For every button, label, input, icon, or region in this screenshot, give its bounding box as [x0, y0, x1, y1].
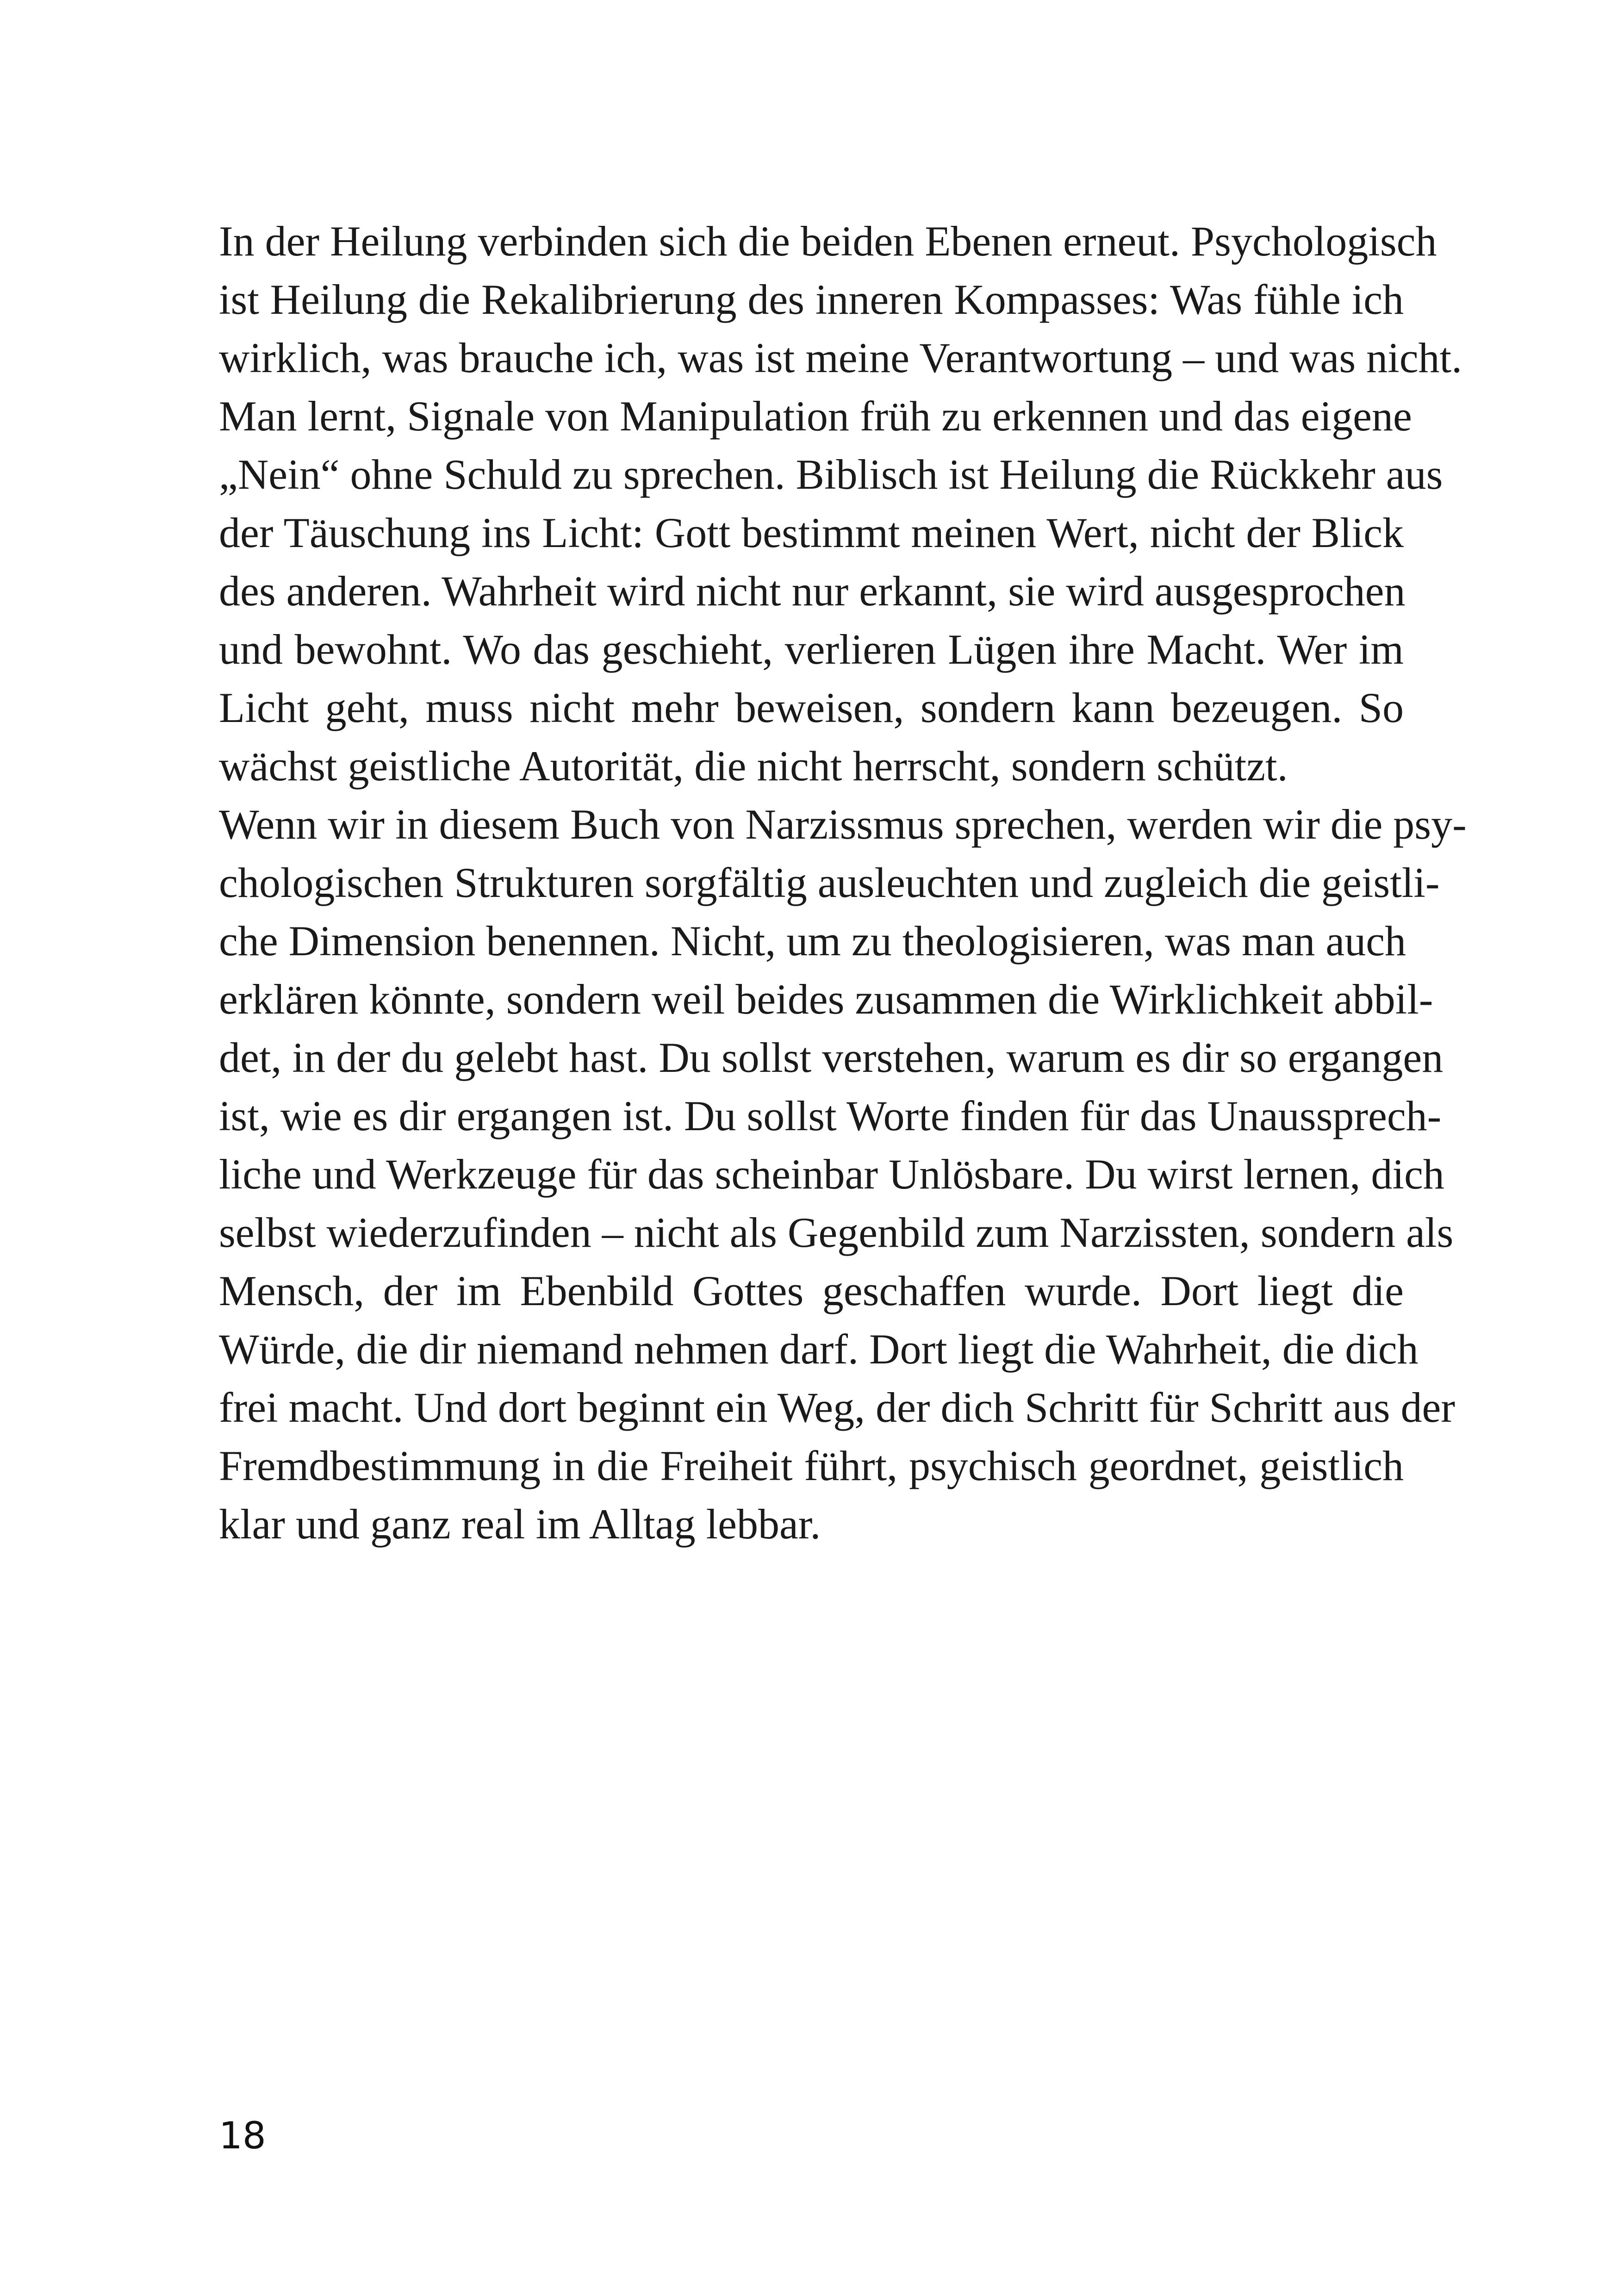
text-line: selbst wiederzufinden – nicht als Gegenbild zum Narzissten, sondern als	[219, 1209, 1454, 1256]
text-line: Würde, die dir niemand nehmen darf. Dort liegt die Wahrheit, die dich	[219, 1325, 1419, 1373]
text-line: Man lernt, Signale von Manipulation früh zu erkennen und das eigene	[219, 392, 1412, 440]
text-line: frei macht. Und dort beginnt ein Weg, der dich Schritt für Schritt aus der	[219, 1384, 1455, 1431]
text-line: Licht geht, muss nicht mehr beweisen, sondern kann bezeugen. So	[219, 684, 1404, 731]
text-line: In der Heilung verbinden sich die beiden Ebenen erneut. Psychologisch	[219, 218, 1437, 265]
text-line: liche und Werkzeuge für das scheinbar Unlösbare. Du wirst lernen, dich	[219, 1151, 1444, 1198]
text-line: und bewohnt. Wo das geschieht, verlieren Lügen ihre Macht. Wer im	[219, 626, 1404, 673]
text-line: „Nein“ ohne Schuld zu sprechen. Biblisch ist Heilung die Rückkehr aus	[219, 451, 1443, 498]
text-line: chologischen Strukturen sorgfältig ausleuchten und zugleich die geistli-	[219, 859, 1440, 906]
text-line: ist Heilung die Rekalibrierung des inneren Kompasses: Was fühle ich	[219, 276, 1404, 323]
text-line: det, in der du gelebt hast. Du sollst verstehen, warum es dir so ergangen	[219, 1034, 1444, 1081]
text-line: Mensch, der im Ebenbild Gottes geschaffen wurde. Dort liegt die	[219, 1267, 1404, 1314]
text-line: wächst geistliche Autorität, die nicht herrscht, sondern schützt.	[219, 742, 1288, 790]
text-line: Wenn wir in diesem Buch von Narzissmus sprechen, werden wir die psy-	[219, 801, 1467, 848]
text-line: ist, wie es dir ergangen ist. Du sollst Worte finden für das Unaussprech-	[219, 1092, 1442, 1139]
text-line: che Dimension benennen. Nicht, um zu theologisieren, was man auch	[219, 917, 1406, 964]
page-number: 18	[219, 2114, 266, 2157]
text-line: Fremdbestimmung in die Freiheit führt, psychisch geordnet, geistlich	[219, 1442, 1404, 1489]
text-line: erklären könnte, sondern weil beides zusammen die Wirklichkeit abbil-	[219, 976, 1433, 1023]
text-line: des anderen. Wahrheit wird nicht nur erkannt, sie wird ausgesprochen	[219, 567, 1406, 615]
text-line: wirklich, was brauche ich, was ist meine Verantwortung – und was nicht.	[219, 334, 1462, 381]
body-text	[219, 212, 1467, 1553]
text-line: klar und ganz real im Alltag lebbar.	[219, 1500, 821, 1548]
text-line: der Täuschung ins Licht: Gott bestimmt meinen Wert, nicht der Blick	[219, 509, 1404, 556]
